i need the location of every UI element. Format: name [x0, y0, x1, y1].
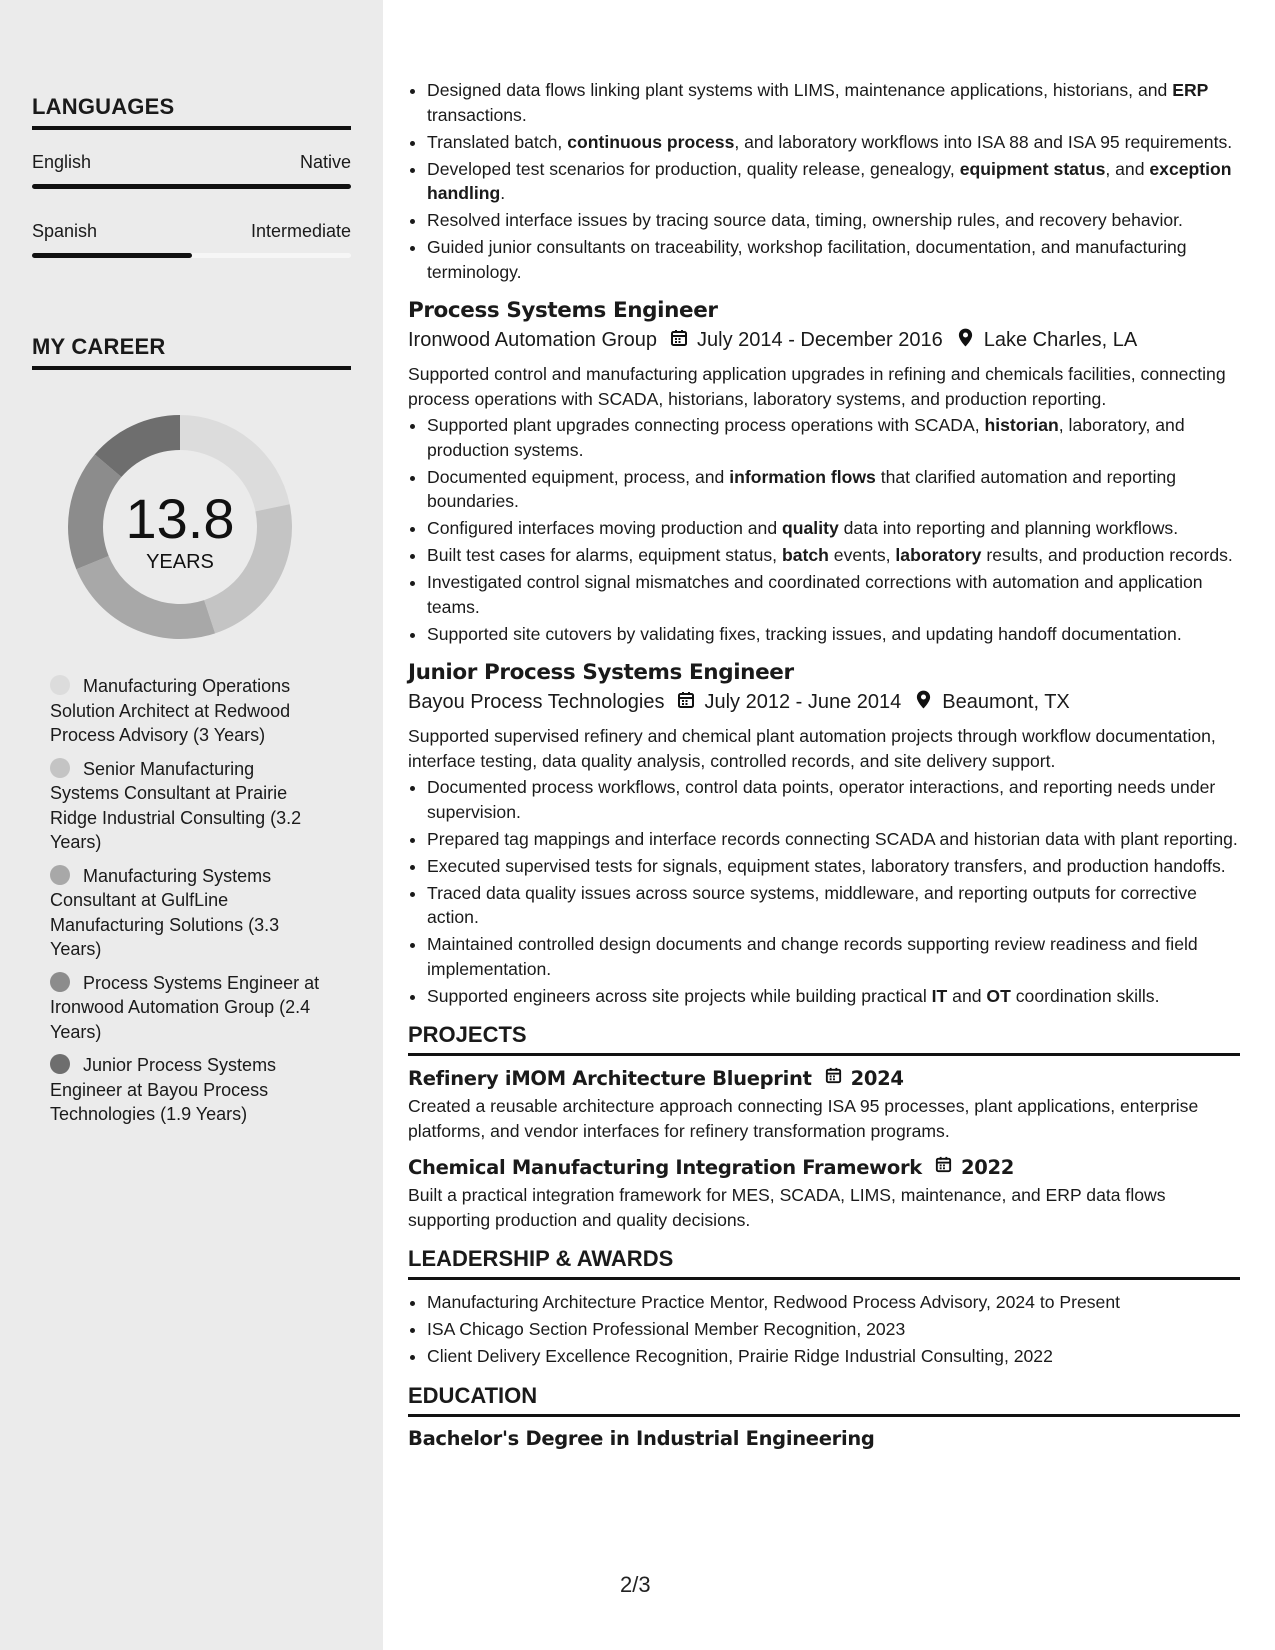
job-bullet: • Supported engineers across site projects while building practical IT and OT coordination skills. — [427, 984, 1240, 1009]
education-heading: EDUCATION — [408, 1383, 1240, 1417]
job-entry — [408, 660, 1240, 1008]
job-bullet: • Investigated control signal mismatches and coordinated corrections with automation and application teams. — [427, 570, 1240, 619]
education-degree: Bachelor's Degree in Industrial Engineering — [408, 1426, 875, 1450]
project-title: Refinery iMOM Architecture Blueprint — [408, 1066, 812, 1090]
job-meta — [408, 327, 1240, 354]
projects-list — [408, 1066, 1240, 1232]
legend-label: Junior Process Systems Engineer at Bayou Process Technologies (1.9 Years) — [50, 1055, 277, 1124]
bold-keyword: continuous process — [567, 131, 735, 152]
legend-label: Manufacturing Systems Consultant at GulfLine Manufacturing Solutions (3.3 Years) — [50, 865, 280, 959]
job-summary: Supported control and manufacturing application upgrades in refining and chemicals facilities, connecting process operations with SCADA, historians, laboratory systems, and production reporting. — [408, 364, 1226, 409]
language-proficiency-fill — [32, 253, 192, 258]
bold-keyword: batch — [781, 545, 829, 565]
job-location: Lake Charles, LA — [983, 329, 1138, 351]
job-company: Ironwood Automation Group — [408, 329, 658, 351]
languages-heading: LANGUAGES — [32, 94, 351, 130]
job-title: Junior Process Systems Engineer — [408, 660, 794, 685]
language-level: Intermediate — [250, 221, 351, 241]
job-bullet: • Designed data flows linking plant systems with LIMS, maintenance applications, historians, and ERP transactions. — [427, 78, 1240, 127]
award-item: • Client Delivery Excellence Recognition, Prairie Ridge Industrial Consulting, 2022 — [427, 1344, 1240, 1369]
legend-dot — [50, 1054, 70, 1074]
awards-heading: LEADERSHIP & AWARDS — [408, 1246, 1240, 1280]
award-item: • ISA Chicago Section Professional Member Recognition, 2023 — [427, 1317, 1240, 1342]
job-dates: July 2014 - December 2016 — [697, 329, 943, 351]
donut-segment-4 — [68, 454, 121, 569]
career-legend-item — [50, 1053, 320, 1127]
project-year: 2022 — [960, 1155, 1015, 1179]
job-bullet: • Resolved interface issues by tracing source data, timing, ownership rules, and recovery behavior. — [427, 208, 1240, 233]
legend-dot — [50, 675, 70, 695]
bold-keyword: IT — [931, 985, 948, 1006]
legend-dot — [50, 758, 70, 778]
awards-list — [408, 1290, 1240, 1369]
project-description: Created a reusable architecture approach connecting ISA 95 processes, plant applications, enterprise platforms, and vendor interfaces for refinery transformation programs. — [408, 1096, 1199, 1141]
language-spanish — [32, 221, 351, 258]
career-donut-chart — [65, 412, 295, 642]
legend-label: Senior Manufacturing Systems Consultant at Prairie Ridge Industrial Consulting (3.2 Years) — [50, 758, 302, 852]
legend-label: Manufacturing Operations Solution Architect at Redwood Process Advisory (3 Years) — [50, 676, 291, 745]
project-title: Chemical Manufacturing Integration Framework — [408, 1155, 922, 1179]
bold-keyword: exception handling — [427, 158, 1232, 203]
total-years-value: 13.8 — [125, 487, 235, 550]
legend-dot — [50, 972, 70, 992]
projects-heading: PROJECTS — [408, 1022, 1240, 1056]
job-location: Beaumont, TX — [942, 691, 1070, 713]
job-meta — [408, 689, 1240, 716]
job-bullets — [408, 413, 1240, 646]
project-description: Built a practical integration framework for MES, SCADA, LIMS, maintenance, and ERP data flows supporting production and quality decisions. — [408, 1185, 1166, 1230]
job-bullet: • Documented equipment, process, and information flows that clarified automation and reporting boundaries. — [427, 465, 1240, 514]
job-bullet: • Translated batch, continuous process, and laboratory workflows into ISA 88 and ISA 95 requirements. — [427, 130, 1240, 155]
job-bullet: • Guided junior consultants on traceability, workshop facilitation, documentation, and manufacturing terminology. — [427, 235, 1240, 284]
career-legend-item — [50, 674, 320, 748]
job-bullet: • Documented process workflows, control data points, operator interactions, and reporting needs under supervision. — [427, 775, 1240, 824]
language-proficiency-fill — [32, 184, 351, 189]
main-content — [408, 78, 1240, 1450]
career-legend-item — [50, 864, 320, 962]
calendar-icon — [824, 1066, 843, 1090]
job-bullets — [408, 775, 1240, 1008]
years-label: YEARS — [146, 551, 214, 573]
job-bullet: • Maintained controlled design documents and change records supporting review readiness and field implementation. — [427, 932, 1240, 981]
language-english — [32, 152, 351, 189]
bold-keyword: historian — [984, 415, 1059, 435]
project-title-row — [408, 1155, 1240, 1179]
project-year: 2024 — [850, 1066, 904, 1090]
job-bullet: • Developed test scenarios for production, quality release, genealogy, equipment status, and exception handling. — [427, 157, 1240, 206]
job-summary: Supported supervised refinery and chemical plant automation projects through workflow documentation, interface testing, data quality analysis, controlled records, and site delivery support. — [408, 726, 1216, 771]
language-level: Native — [299, 152, 351, 172]
bold-keyword: equipment status — [959, 158, 1106, 179]
career-legend-item — [50, 971, 320, 1045]
map-pin-icon — [955, 327, 976, 354]
language-proficiency-bar — [32, 253, 351, 258]
project-title-row — [408, 1066, 1240, 1090]
bold-keyword: OT — [986, 985, 1011, 1006]
calendar-icon — [676, 690, 696, 716]
job-bullet: • Built test cases for alarms, equipment status, batch events, laboratory results, and production records. — [427, 543, 1240, 568]
job-bullet: • Executed supervised tests for signals, equipment states, laboratory transfers, and production handoffs. — [427, 854, 1240, 879]
award-item: • Manufacturing Architecture Practice Mentor, Redwood Process Advisory, 2024 to Present — [427, 1290, 1240, 1315]
bold-keyword: quality — [782, 518, 839, 538]
legend-dot — [50, 865, 70, 885]
job-company: Bayou Process Technologies — [408, 691, 665, 713]
legend-label: Process Systems Engineer at Ironwood Automation Group (2.4 Years) — [50, 972, 320, 1042]
career-legend-item — [50, 757, 320, 855]
job-dates: July 2012 - June 2014 — [704, 691, 902, 713]
language-name: English — [32, 152, 92, 172]
bold-keyword: laboratory — [895, 545, 982, 565]
career-heading: MY CAREER — [32, 334, 351, 370]
calendar-icon — [669, 328, 689, 354]
job-bullet: • Configured interfaces moving production and quality data into reporting and planning workflows. — [427, 516, 1240, 541]
job-title: Process Systems Engineer — [408, 298, 718, 323]
bold-keyword: ERP — [1172, 80, 1209, 100]
calendar-icon — [934, 1155, 953, 1179]
bold-keyword: information flows — [729, 466, 876, 487]
job-entry — [408, 298, 1240, 646]
sidebar — [0, 0, 383, 1650]
language-proficiency-bar — [32, 184, 351, 189]
page-number: 2/3 — [620, 1572, 651, 1597]
jobs-list — [408, 298, 1240, 1008]
language-name: Spanish — [32, 221, 98, 241]
job-bullet: • Prepared tag mappings and interface records connecting SCADA and historian data with plant reporting. — [427, 827, 1240, 852]
map-pin-icon — [913, 689, 934, 716]
job-bullet: • Supported site cutovers by validating fixes, tracking issues, and updating handoff documentation. — [427, 622, 1240, 647]
job-bullet: • Traced data quality issues across source systems, middleware, and reporting outputs for corrective action. — [427, 881, 1240, 930]
job-bullet: • Supported plant upgrades connecting process operations with SCADA, historian, laboratory, and production systems. — [427, 413, 1240, 462]
career-legend — [50, 674, 320, 1136]
previous-job-bullets — [408, 78, 1240, 284]
